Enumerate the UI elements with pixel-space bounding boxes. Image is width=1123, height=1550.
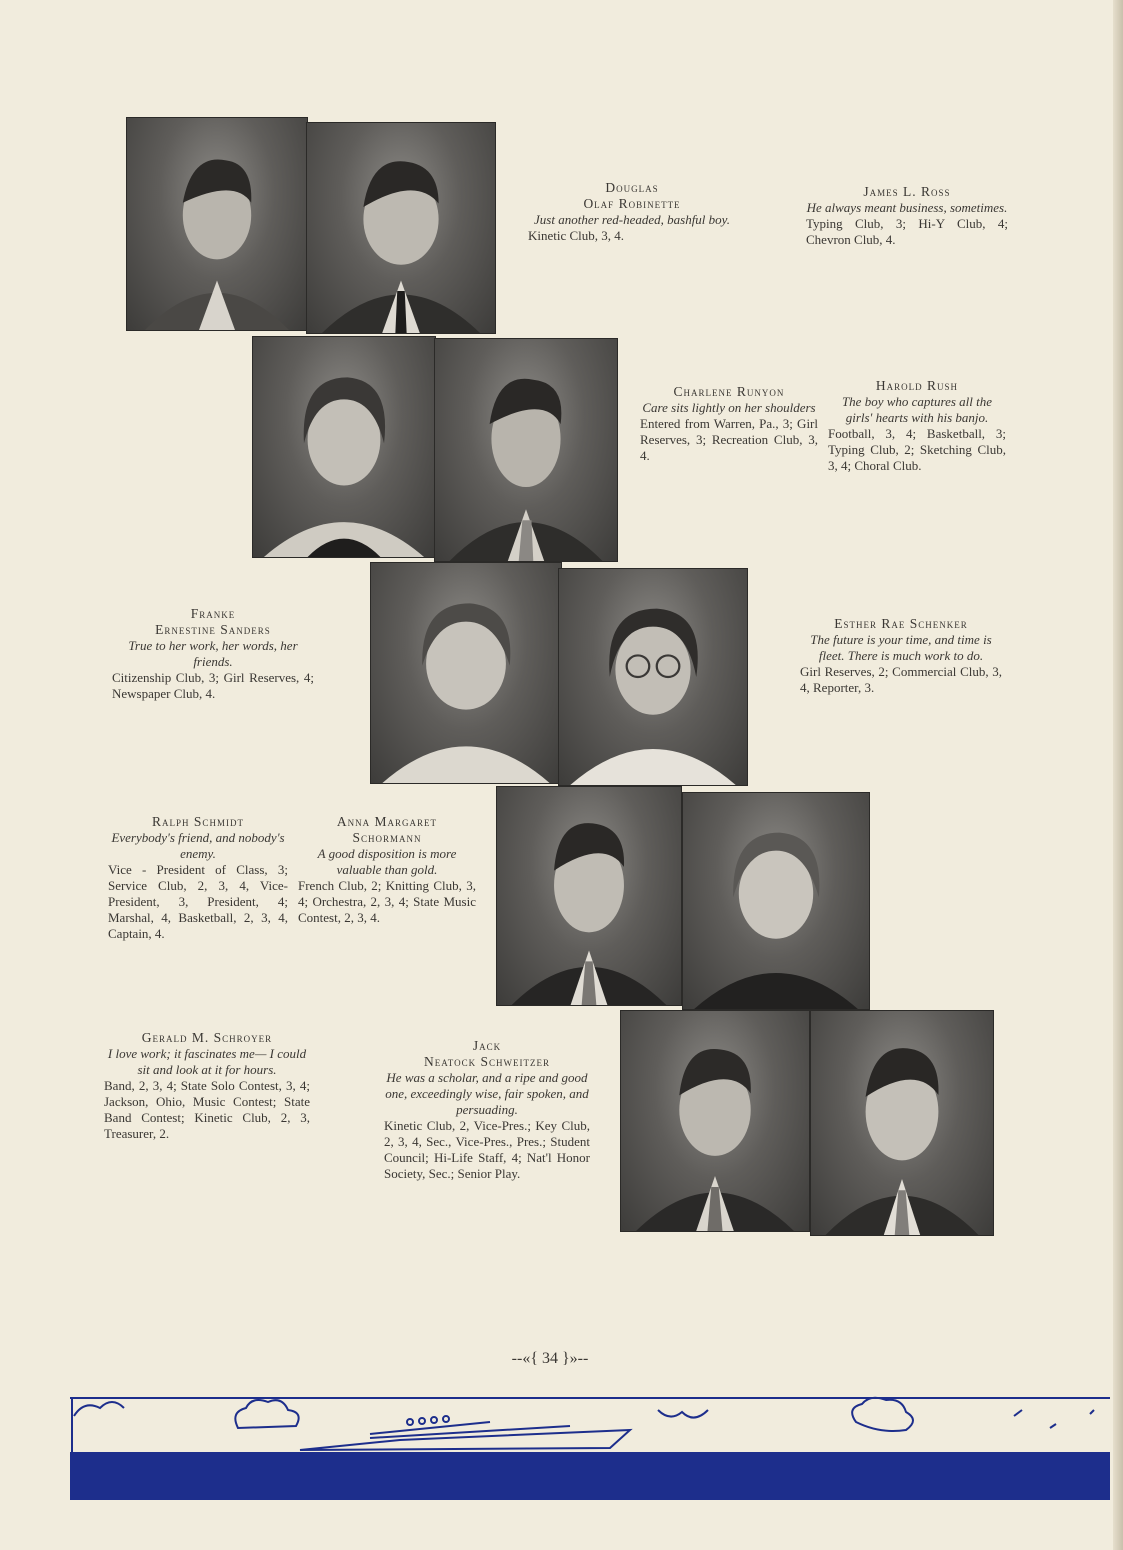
student-entry-ralph-schmidt [108,814,288,942]
student-activities: Band, 2, 3, 4; State Solo Contest, 3, 4; Jackson, Ohio, Music Contest; State Band Contest; Kinetic Club, 2, 3, Treasurer, 2. [104,1078,310,1141]
student-activities: Kinetic Club, 3, 4. [528,228,625,243]
portrait-photo-jack-schweitzer [810,1010,994,1236]
portrait-photo-douglas-robinette [126,117,308,331]
student-name: Ralph Schmidt [152,814,244,829]
student-quote: A good disposition is more valuable than gold. [317,846,457,877]
student-entry-james-ross [806,184,1008,248]
student-entry-jack-schweitzer [384,1038,590,1182]
student-activities: Vice - President of Class, 3; Service Club, 2, 3, 4, Vice-President, 3, President, 4; Marshal, 4, Basketball, 2, 3, 4, Captain, 4. [108,862,288,941]
student-activities: Kinetic Club, 2, Vice-Pres.; Key Club, 2, 3, 4, Sec., Vice-Pres., Pres.; Student Council; Hi-Life Staff, 4; Nat'l Honor Society, Sec.; Senior Play. [384,1118,590,1181]
student-name: Jack [472,1038,502,1053]
student-name: Anna Margaret [336,814,438,829]
student-entry-anna-schormann [298,814,476,926]
student-entry-douglas-robinette [528,180,736,244]
student-quote: The future is your time, and time is fleet. There is much work to do. [810,632,992,663]
cloud-icons [74,1398,913,1431]
portrait-photo-anna-schormann [682,792,870,1010]
page-number: --«{ 34 }»-- [511,1350,589,1367]
student-activities: Football, 3, 4; Basketball, 3; Typing Club, 2; Sketching Club, 3, 4; Choral Club. [828,426,1006,473]
student-quote: I love work; it fascinates me— I could sit and look at it for hours. [107,1046,307,1077]
student-activities: Entered from Warren, Pa., 3; Girl Reserves, 3; Recreation Club, 3, 4. [640,416,818,463]
student-quote: Care sits lightly on her shoulders [642,400,816,415]
ship-banner-illustration [70,1390,1110,1500]
student-quote: The boy who captures all the girls' hearts with his banjo. [841,394,993,425]
ship-icon [300,1416,630,1450]
student-activities: French Club, 2; Knitting Club, 3, 4; Orchestra, 2, 3, 4; State Music Contest, 2, 3, 4. [298,878,476,925]
student-quote: He was a scholar, and a ripe and good one, exceedingly wise, fair spoken, and persuading. [385,1070,589,1117]
student-activities: Girl Reserves, 2; Commercial Club, 3, 4, Reporter, 3. [800,664,1002,695]
student-name: Gerald M. Schroyer [141,1030,273,1045]
student-quote: Everybody's friend, and nobody's enemy. [111,830,285,861]
student-entry-ernestine-sanders [112,606,314,702]
student-name: Esther Rae Schenker [834,616,968,631]
student-name: Schormann [352,830,422,845]
student-activities: Typing Club, 3; Hi-Y Club, 4; Chevron Club, 4. [806,216,1008,247]
portrait-photo-harold-rush [434,338,618,562]
student-quote: True to her work, her words, her friends. [128,638,298,669]
student-name: James L. Ross [863,184,951,199]
student-name: Douglas [605,180,659,195]
portrait-photo-ralph-schmidt [496,786,682,1006]
sea-band [70,1452,1110,1500]
student-name: Franke [190,606,236,621]
portrait-photo-james-ross [306,122,496,334]
portrait-photo-ernestine-sanders [370,562,562,784]
student-name: Harold Rush [875,378,959,393]
student-name: Charlene Runyon [673,384,785,399]
student-quote: He always meant business, sometimes. [806,200,1008,215]
student-entry-gerald-schroyer [104,1030,310,1142]
student-entry-charlene-runyon [640,384,818,464]
student-name: Ernestine Sanders [155,622,271,637]
gull-icons [1014,1410,1094,1428]
page-edge [1113,0,1123,1550]
student-name: Olaf Robinette [583,196,681,211]
portrait-photo-charlene-runyon [252,336,436,558]
student-quote: Just another red-headed, bashful boy. [534,212,730,227]
portrait-photo-esther-schenker [558,568,748,786]
student-entry-harold-rush [828,378,1006,474]
student-name: Neatock Schweitzer [424,1054,550,1069]
student-activities: Citizenship Club, 3; Girl Reserves, 4; Newspaper Club, 4. [112,670,314,701]
student-entry-esther-schenker [800,616,1002,696]
portrait-photo-gerald-schroyer [620,1010,810,1232]
